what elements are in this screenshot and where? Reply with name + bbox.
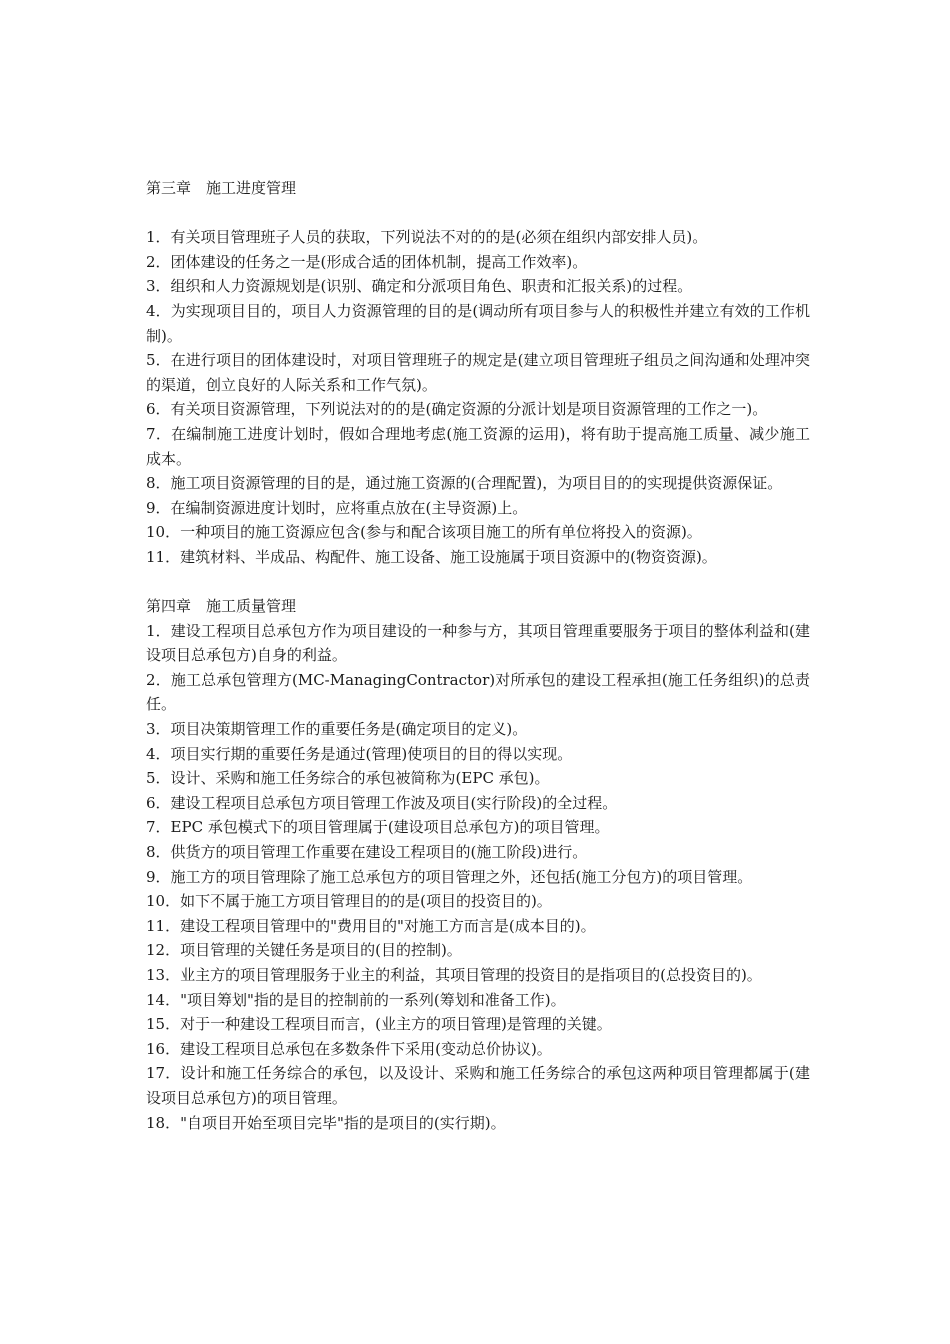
chapter-items [146,619,810,1135]
list-item: 8．施工项目资源管理的目的是，通过施工资源的(合理配置)，为项目目的的实现提供资源保证。 [146,474,783,493]
list-item: 18．"自项目开始至项目完毕"指的是项目的(实行期)。 [146,1113,506,1132]
list-item: 2．施工总承包管理方(MC-ManagingContractor)对所承包的建设工程承担(施工任务组织)的总责任。 [146,670,810,714]
list-item: 9．施工方的项目管理除了施工总承包方的项目管理之外，还包括(施工分包方)的项目管理。 [146,867,753,886]
chapter-title: 第四章 施工质量管理 [146,597,297,616]
list-item: 11．建设工程项目管理中的"费用目的"对施工方而言是(成本目的)。 [146,916,596,935]
list-item: 13．业主方的项目管理服务于业主的利益，其项目管理的投资目的是指项目的(总投资目的)。 [146,966,762,984]
chapter-title: 第三章 施工进度管理 [146,179,297,197]
list-item: 15．对于一种建设工程项目而言，(业主方的项目管理)是管理的关键。 [146,1015,612,1034]
list-item: 3．组织和人力资源规划是(识别、确定和分派项目角色、职责和汇报关系)的过程。 [146,277,693,296]
list-item: 9．在编制资源进度计划时，应将重点放在(主导资源)上。 [146,498,528,517]
list-item: 7．EPC 承包模式下的项目管理属于(建设项目总承包方)的项目管理。 [146,818,610,837]
list-item: 1．建设工程项目总承包方作为项目建设的一种参与方，其项目管理重要服务于项目的整体利益和(建设项目总承包方)自身的利益。 [146,621,810,665]
chapter-items [146,225,810,569]
list-item: 14．"项目筹划"指的是目的控制前的一系列(筹划和准备工作)。 [146,990,566,1009]
list-item: 6．有关项目资源管理，下列说法对的的是(确定资源的分派计划是项目资源管理的工作之一)。 [146,400,768,419]
list-item: 4．为实现项目目的，项目人力资源管理的目的是(调动所有项目参与人的积极性并建立有效的工作机制)。 [146,301,810,345]
spacer [146,201,810,226]
list-item: 10．如下不属于施工方项目管理目的的是(项目的投资目的)。 [146,892,552,911]
list-item: 10．一种项目的施工资源应包含(参与和配合该项目施工的所有单位将投入的资源)。 [146,523,702,542]
list-item: 16．建设工程项目总承包在多数条件下采用(变动总价协议)。 [146,1039,552,1058]
list-item: 2．团体建设的任务之一是(形成合适的团体机制，提高工作效率)。 [146,252,588,271]
list-item: 5．设计、采购和施工任务综合的承包被简称为(EPC 承包)。 [146,769,550,788]
list-item: 11．建筑材料、半成品、构配件、施工设备、施工设施属于项目资源中的(物资资源)。 [146,547,717,566]
list-item: 5．在进行项目的团体建设时，对项目管理班子的规定是(建立项目管理班子组员之间沟通和处理冲突的渠道，创立良好的人际关系和工作气氛)。 [146,351,810,394]
list-item: 3．项目决策期管理工作的重要任务是(确定项目的定义)。 [146,720,528,739]
spacer [146,570,810,595]
list-item: 12．项目管理的关键任务是项目的(目的控制)。 [146,941,462,960]
list-item: 8．供货方的项目管理工作重要在建设工程项目的(施工阶段)进行。 [146,843,588,862]
list-item: 4．项目实行期的重要任务是通过(管理)使项目的目的得以实现。 [146,744,573,763]
list-item: 6．建设工程项目总承包方项目管理工作波及项目(实行阶段)的全过程。 [146,793,618,812]
document-page [146,176,810,1135]
list-item: 17．设计和施工任务综合的承包，以及设计、采购和施工任务综合的承包这两种项目管理都属于(建设项目总承包方)的项目管理。 [146,1064,810,1107]
list-item: 1．有关项目管理班子人员的获取，下列说法不对的的是(必须在组织内部安排人员)。 [146,228,708,247]
list-item: 7．在编制施工进度计划时，假如合理地考虑(施工资源的运用)，将有助于提高施工质量、减少施工成本。 [146,424,810,468]
